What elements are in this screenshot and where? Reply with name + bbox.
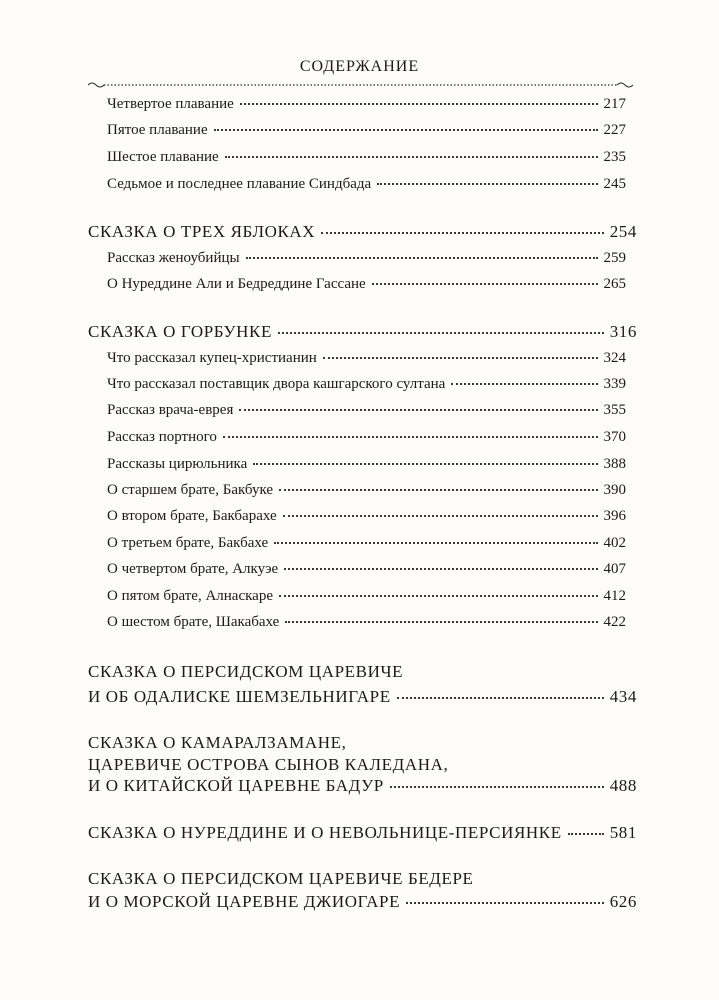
leader-dots — [223, 435, 598, 438]
toc-entry — [107, 350, 626, 367]
leader-dots — [239, 408, 597, 411]
leader-dots — [390, 785, 604, 788]
toc-tale-title: И О КИТАЙСКОЙ ЦАРЕВНЕ БАДУР — [88, 776, 384, 795]
toc-entry-title: О четвертом брате, Алкуэе — [107, 561, 279, 577]
toc-page-number: 324 — [603, 350, 626, 366]
toc-page-number: 402 — [603, 535, 626, 551]
toc-page-number: 316 — [609, 322, 637, 341]
toc-entry-title: О третьем брате, Бакбахе — [107, 535, 269, 551]
toc-tale-title: СКАЗКА О ТРЕХ ЯБЛОКАХ — [88, 222, 316, 241]
leader-dots — [283, 514, 598, 517]
toc-entry — [107, 588, 626, 605]
toc-entry-title: О шестом брате, Шакабахе — [107, 614, 280, 630]
leader-dots — [284, 567, 597, 570]
toc-entry — [107, 122, 626, 139]
toc-tale-title: И О МОРСКОЙ ЦАРЕВНЕ ДЖИОГАРЕ — [88, 892, 401, 911]
toc-page-number: 422 — [603, 614, 626, 630]
toc-entry-title: О Нуреддине Али и Бедреддине Гассане — [107, 276, 366, 292]
toc-entry — [107, 561, 626, 578]
toc-entry-title: О втором брате, Бакбарахе — [107, 508, 277, 524]
toc-tale-entry — [88, 823, 637, 843]
toc-page-number: 434 — [609, 687, 637, 706]
leader-dots — [451, 382, 597, 385]
toc-entry-title: Шестое плавание — [107, 149, 219, 165]
toc-page-number: 355 — [603, 402, 626, 418]
toc-tale-entry — [88, 892, 637, 912]
toc-entry-title: Рассказ врача-еврея — [107, 402, 234, 418]
toc-page-number: 245 — [603, 176, 626, 192]
toc-tale-title: И ОБ ОДАЛИСКЕ ШЕМЗЕЛЬНИГАРЕ — [88, 687, 391, 706]
leader-dots — [279, 488, 597, 491]
toc-entry — [107, 429, 626, 446]
toc-page-number: 370 — [603, 429, 626, 445]
leader-dots — [253, 462, 597, 465]
toc-page-number: 412 — [603, 588, 626, 604]
leader-dots — [321, 231, 604, 234]
toc-page-number: 407 — [603, 561, 626, 577]
leader-dots — [274, 541, 597, 544]
toc-entry — [107, 376, 626, 393]
leader-dots — [279, 594, 598, 597]
toc-page-number: 227 — [603, 122, 626, 138]
leader-dots — [246, 256, 598, 259]
leader-dots — [372, 282, 598, 285]
toc-entry-title: О старшем брате, Бакбуке — [107, 482, 274, 498]
toc-entry — [107, 276, 626, 293]
page-title: СОДЕРЖАНИЕ — [299, 58, 420, 75]
toc-entry-title: Что рассказал купец-христианин — [107, 350, 317, 366]
leader-dots — [406, 901, 604, 904]
toc-page-number: 488 — [609, 776, 637, 795]
toc-entry-title: О пятом брате, Алнаскаре — [107, 588, 273, 604]
toc-page-number: 339 — [603, 376, 626, 392]
toc-entry — [107, 456, 626, 473]
toc-page-number: 396 — [603, 508, 626, 524]
leader-dots — [377, 182, 597, 185]
toc-page-number: 217 — [603, 96, 626, 112]
toc-entry-title: Что рассказал поставщик двора кашгарского султана — [107, 376, 446, 392]
leader-dots — [285, 620, 597, 623]
toc-tale-entry — [88, 687, 637, 707]
leader-dots — [323, 356, 598, 359]
toc-entry-title: Рассказ женоубийцы — [107, 250, 240, 266]
toc-entry-title: Рассказ портного — [107, 429, 217, 445]
leader-dots — [397, 696, 604, 699]
leader-dots — [214, 128, 598, 131]
leader-dots — [278, 331, 604, 334]
toc-page-number: 254 — [609, 222, 637, 241]
toc-entry — [107, 614, 626, 631]
toc-entry — [107, 535, 626, 552]
toc-entry-title: Седьмое и последнее плавание Синдбада — [107, 176, 372, 192]
toc-entry — [107, 96, 626, 113]
toc-tale-title: СКАЗКА О ПЕРСИДСКОМ ЦАРЕВИЧЕ БЕДЕРЕ — [88, 869, 474, 888]
toc-page-number: 626 — [609, 892, 637, 911]
leader-dots — [225, 155, 598, 158]
toc-page-number: 390 — [603, 482, 626, 498]
toc-tale-title: ЦАРЕВИЧЕ ОСТРОВА СЫНОВ КАЛЕДАНА, — [88, 755, 449, 774]
toc-tale-entry — [88, 322, 637, 342]
toc-entry — [107, 482, 626, 499]
toc-tale-title: СКАЗКА О КАМАРАЛЗАМАНЕ, — [88, 733, 347, 752]
toc-entry — [107, 402, 626, 419]
toc-tale-title: СКАЗКА О ГОРБУНКЕ — [88, 322, 272, 341]
toc-tale-entry — [88, 222, 637, 242]
toc-page-number: 259 — [603, 250, 626, 266]
toc-entry — [107, 176, 626, 193]
leader-dots — [568, 832, 604, 835]
toc-entry — [107, 149, 626, 166]
toc-tale-title: СКАЗКА О ПЕРСИДСКОМ ЦАРЕВИЧЕ — [88, 662, 404, 681]
toc-entry — [107, 250, 626, 267]
toc-page-number: 388 — [603, 456, 626, 472]
leader-dots — [240, 102, 598, 105]
toc-page-number: 265 — [603, 276, 626, 292]
toc-entry-title: Рассказы цирюльника — [107, 456, 248, 472]
toc-entry-title: Четвертое плавание — [107, 96, 234, 112]
toc-page-number: 235 — [603, 149, 626, 165]
toc-entry-title: Пятое плавание — [107, 122, 208, 138]
toc-tale-title: СКАЗКА О НУРЕДДИНЕ И О НЕВОЛЬНИЦЕ-ПЕРСИЯНКЕ — [88, 823, 562, 842]
toc-tale-entry — [88, 776, 637, 796]
toc-entry — [107, 508, 626, 525]
toc-page-number: 581 — [609, 823, 637, 842]
